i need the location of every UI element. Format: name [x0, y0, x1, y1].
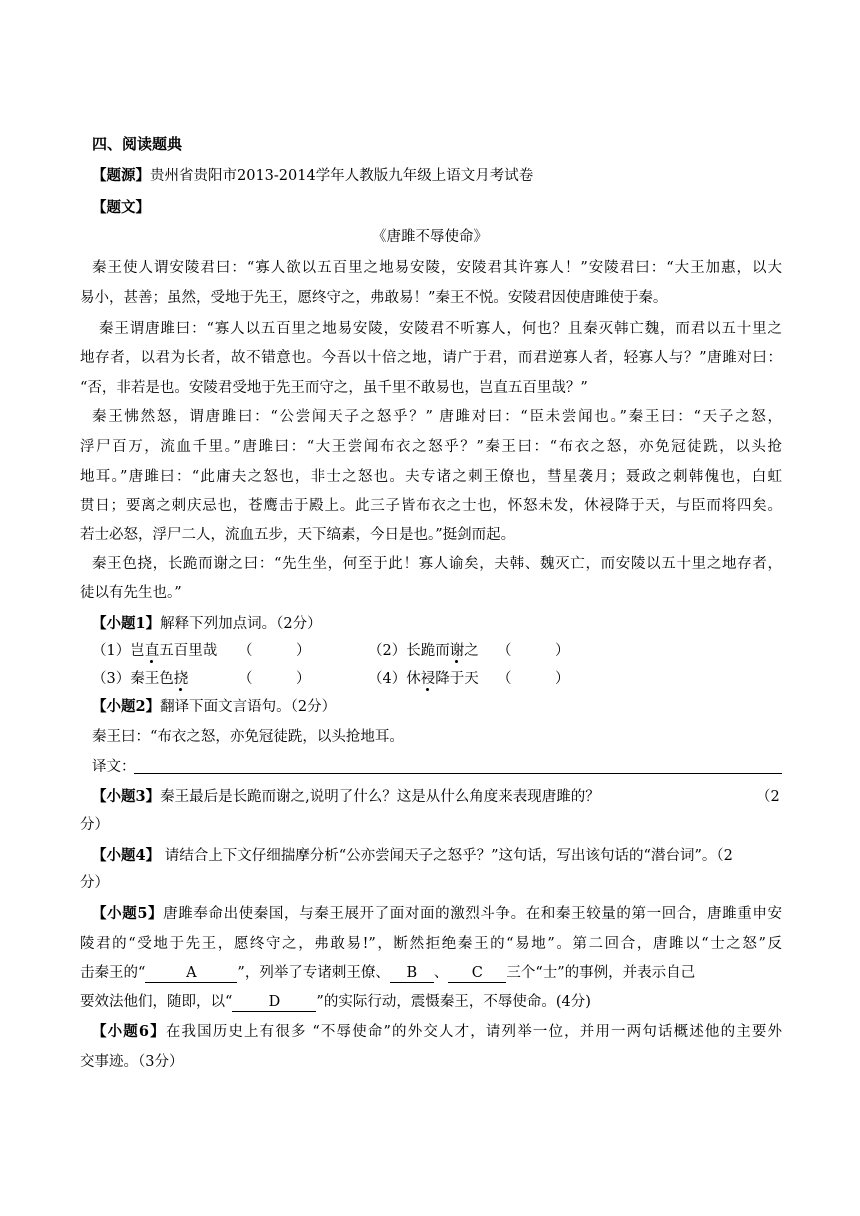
passage-line: 贯日；要离之刺庆忌也，苍鹰击于殿上。此三子皆布衣之士也，怀怒未发，休祲降于天，与臣而将四矣。: [80, 498, 782, 514]
translation-label: 译文：: [92, 759, 136, 775]
question-3-score: （2: [756, 789, 780, 805]
question-4-label: 【小题4】: [92, 847, 161, 864]
question-5-line3: [80, 963, 695, 983]
item-number: （4）: [368, 671, 407, 687]
source-text: 贵州省贵阳市2013-2014学年人教版九年级上语文月考试卷: [150, 168, 534, 184]
item-number: （3）: [92, 671, 131, 687]
question-6: [92, 1022, 782, 1042]
answer-paren[interactable]: （ ）: [497, 671, 570, 687]
item-number: （1）: [92, 643, 131, 659]
question-1-item: [92, 669, 188, 689]
question-6-text: 在我国历史上有很多 “不辱使命”的外交人才，请列举一位，并用一两句话概述他的主要外: [165, 1024, 782, 1040]
passage-line: 徒以有先生也。”: [80, 585, 182, 601]
question-4-line2: 分）: [80, 875, 109, 891]
question-3-score-close: 分）: [80, 817, 109, 833]
question-4-text: 请结合上下文仔细揣摩分析“公亦尝闻天子之怒乎？”这句话，写出该句话的“潜台词”。（2: [160, 848, 733, 864]
question-1-label: 【小题1】: [92, 615, 161, 632]
item-text: 秦王色: [130, 671, 174, 687]
question-2: [92, 697, 336, 717]
question-5-text: 唐雎奉命出使秦国，与秦王展开了面对面的激烈斗争。在和秦王较量的第一回合，唐雎重申安: [163, 906, 782, 922]
question-2-label: 【小题2】: [92, 698, 161, 715]
blank-d[interactable]: D: [232, 993, 316, 1012]
question-6-label: 【小题6】: [92, 1023, 166, 1040]
question-5-line2: 陵君的“受地于先王，愿终守之，弗敢易!”，断然拒绝秦王的“易地”。第二回合，唐雎以“士之怒”反: [80, 936, 782, 952]
question-5-text: 、: [433, 965, 449, 981]
question-3-text: 秦王最后是长跪而谢之,说明了什么？这是从什么角度来表现唐雎的？: [160, 789, 600, 805]
passage-line: 浮尸百万，流血千里。”唐雎曰：“大王尝闻布衣之怒乎？”秦王曰：“布衣之怒，亦免冠徒跣，以头抢: [80, 439, 782, 455]
answer-paren[interactable]: （ ）: [497, 643, 570, 659]
question-1-item: [92, 641, 217, 661]
question-5: [92, 904, 782, 924]
text-label: 【题文】: [92, 199, 150, 216]
item-text: 休: [406, 671, 421, 687]
item-text: 长跪而: [406, 643, 450, 659]
question-5-line4: [80, 992, 591, 1012]
item-text: 之: [464, 643, 479, 659]
blank-b[interactable]: B: [390, 964, 434, 983]
passage-line: 秦王使人谓安陵君曰：“寡人欲以五百里之地易安陵，安陵君其许寡人！”安陵君曰：“大王加惠，以大: [92, 260, 782, 276]
dotted-word: 挠: [173, 671, 189, 687]
item-number: （2）: [368, 643, 407, 659]
question-2-prompt: 翻译下面文言语句。（2分）: [160, 699, 337, 715]
passage-line: 秦王谓唐雎曰：“寡人以五百里之地易安陵，安陵君不听寡人，何也？且秦灭韩亡魏，而君以五十里之: [99, 321, 782, 337]
question-5-label: 【小题5】: [92, 905, 164, 922]
question-1-prompt: 解释下列加点词。（2分）: [160, 616, 322, 632]
dotted-word: 谢: [449, 643, 465, 659]
question-5-text: ”的实际行动，震慑秦王，不辱使命。(4分): [316, 994, 591, 1010]
item-text: 降于天: [435, 671, 479, 687]
answer-paren[interactable]: （ ）: [238, 643, 311, 659]
blank-a[interactable]: A: [145, 964, 237, 983]
blank-c[interactable]: C: [448, 964, 506, 983]
passage-line: 地耳。”唐雎曰：“此庸夫之怒也，非士之怒也。夫专诸之刺王僚也，彗星袭月；聂政之刺韩傀也，白虹: [80, 469, 782, 485]
question-5-text: 要效法他们，随即，以“: [80, 994, 233, 1010]
section-heading: 四、阅读题典: [92, 135, 183, 153]
question-3-label: 【小题3】: [92, 788, 161, 805]
item-text: 岂: [130, 643, 145, 659]
question-5-text: 击秦王的“: [80, 965, 146, 981]
question-5-text: ”，列举了专诸刺王僚、: [237, 965, 390, 981]
question-1-item: [368, 669, 479, 689]
answer-paren[interactable]: （ ）: [238, 671, 311, 687]
dotted-word: 祲: [420, 671, 436, 687]
passage-line: 若士必怒，浮尸二人，流血五步，天下缟素，今日是也。”挺剑而起。: [80, 527, 516, 543]
question-1-item: [368, 641, 479, 661]
dotted-word: 直: [144, 643, 160, 659]
question-5-text: 三个“士”的事例，并表示自己: [506, 965, 696, 981]
passage-line: 秦王色挠，长跪而谢之曰：“先生坐，何至于此！寡人谕矣，夫韩、魏灭亡，而安陵以五十里之地存者，: [92, 556, 782, 572]
passage-title: 《唐雎不辱使命》: [372, 229, 488, 245]
passage-line: 秦王怫然怒，谓唐雎曰：“公尝闻天子之怒乎？” 唐雎对曰：“臣未尝闻也。”秦王曰：“天子之怒，: [92, 409, 782, 425]
question-2-sentence: 秦王曰：“布衣之怒，亦免冠徒跣，以头抢地耳。: [92, 729, 404, 745]
translation-answer-line[interactable]: [134, 773, 782, 774]
question-6-line2: 交事迹。（3分）: [80, 1054, 184, 1070]
source-line: [92, 166, 533, 186]
item-text: 五百里哉: [159, 643, 218, 659]
source-label: 【题源】: [92, 167, 150, 184]
passage-line: “否，非若是也。安陵君受地于先王而守之，虽千里不敢易也，岂直五百里哉？”: [80, 380, 588, 396]
question-3: [92, 787, 600, 807]
passage-line: 易小，甚善；虽然，受地于先王，愿终守之，弗敢易！”秦王不悦。安陵君因使唐雎使于秦。: [80, 290, 668, 306]
passage-line: 地存者，以君为长者，故不错意也。今吾以十倍之地，请广于君，而君逆寡人者，轻寡人与？”唐雎对曰：: [80, 350, 782, 366]
question-1: [92, 614, 322, 634]
question-4: [92, 846, 733, 866]
